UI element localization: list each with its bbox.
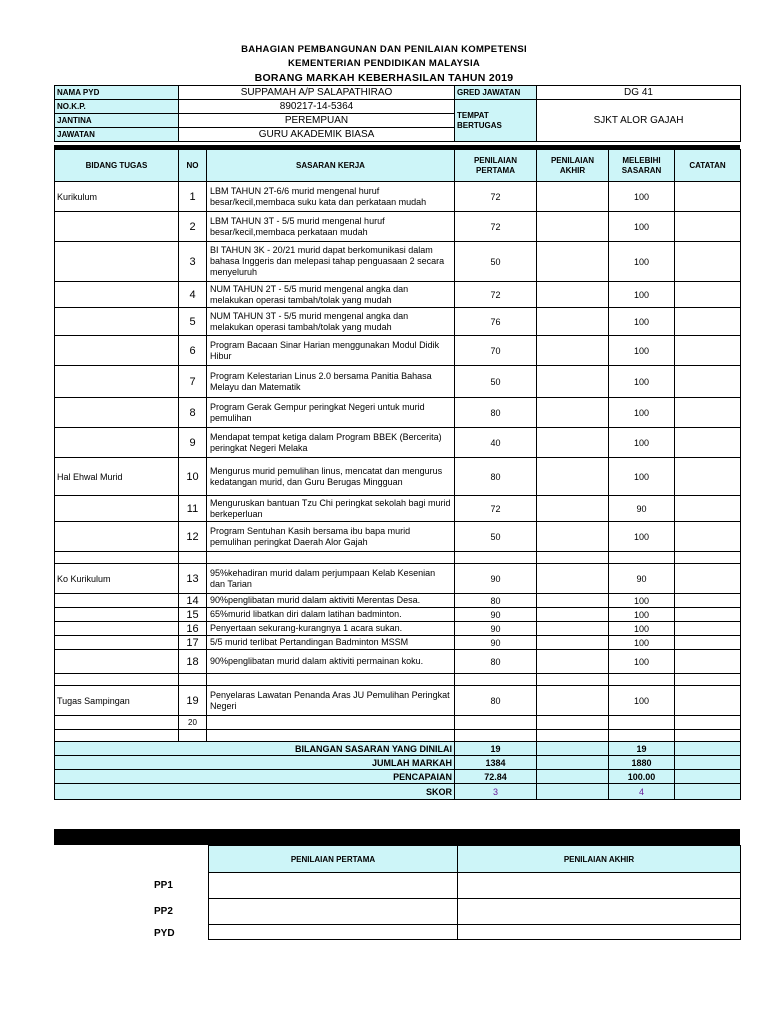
no-cell (179, 674, 207, 686)
sasaran-cell: Mendapat tempat ketiga dalam Program BBEK (Bercerita) peringkat Negeri Melaka (207, 428, 455, 458)
table-row (55, 674, 741, 686)
catatan-cell (675, 674, 741, 686)
sasaran-cell: Program Sentuhan Kasih bersama ibu bapa murid pemulihan peringkat Daerah Alor Gajah (207, 522, 455, 552)
nokp-label: NO.K.P. (55, 100, 179, 114)
bidang-cell (55, 636, 179, 650)
catatan-cell (675, 636, 741, 650)
jantina-value: PEREMPUAN (179, 114, 455, 128)
sasaran-cell (207, 552, 455, 564)
pertama-cell: 90 (455, 608, 537, 622)
akhir-cell (537, 212, 609, 242)
pertama-cell: 80 (455, 458, 537, 496)
melebihi-cell (609, 674, 675, 686)
akhir-cell (537, 650, 609, 674)
bilangan-label: BILANGAN SASARAN YANG DINILAI (55, 742, 455, 756)
sasaran-cell: 65%murid libatkan diri dalam latihan badminton. (207, 608, 455, 622)
pertama-cell: 76 (455, 308, 537, 336)
melebihi-cell: 100 (609, 428, 675, 458)
table-row (55, 650, 741, 674)
tempat-label: TEMPAT BERTUGAS (455, 100, 537, 142)
catatan-cell (675, 428, 741, 458)
bidang-cell (55, 716, 179, 730)
skor-melebihi: 4 (609, 784, 675, 800)
akhir-cell (537, 730, 609, 742)
pp1-pertama-cell[interactable] (209, 873, 458, 899)
pertama-cell: 90 (455, 636, 537, 650)
melebihi-cell: 90 (609, 496, 675, 522)
no-cell: 10 (179, 458, 207, 496)
table-row (55, 594, 741, 608)
pertama-cell: 70 (455, 336, 537, 366)
pertama-cell: 72 (455, 212, 537, 242)
pertama-cell: 50 (455, 522, 537, 552)
table-row (55, 522, 741, 552)
melebihi-cell: 100 (609, 636, 675, 650)
sasaran-cell: LBM TAHUN 3T - 5/5 murid mengenal huruf besar/kecil,membaca perkataan mudah (207, 212, 455, 242)
pertama-cell (455, 674, 537, 686)
catatan-cell (675, 242, 741, 282)
pertama-cell: 80 (455, 686, 537, 716)
melebihi-cell: 100 (609, 522, 675, 552)
catatan-cell (675, 522, 741, 552)
melebihi-cell: 100 (609, 242, 675, 282)
no-cell: 2 (179, 212, 207, 242)
akhir-cell (537, 686, 609, 716)
no-cell: 9 (179, 428, 207, 458)
divider-bar-bottom (54, 829, 740, 845)
melebihi-cell: 100 (609, 336, 675, 366)
no-cell: 16 (179, 622, 207, 636)
table-row (55, 458, 741, 496)
table-row (55, 608, 741, 622)
no-cell: 6 (179, 336, 207, 366)
akhir-cell (537, 522, 609, 552)
akhir-cell (537, 366, 609, 398)
melebihi-cell: 100 (609, 366, 675, 398)
pertama-cell: 80 (455, 650, 537, 674)
melebihi-cell: 100 (609, 622, 675, 636)
akhir-cell (537, 336, 609, 366)
bidang-cell: Hal Ehwal Murid (55, 458, 179, 496)
catatan-cell (675, 212, 741, 242)
catatan-cell (675, 564, 741, 594)
no-cell: 19 (179, 686, 207, 716)
no-cell (179, 730, 207, 742)
akhir-cell (537, 674, 609, 686)
sasaran-cell: 95%kehadiran murid dalam perjumpaan Kelab Kesenian dan Tarian (207, 564, 455, 594)
col-bidang: BIDANG TUGAS (55, 150, 179, 182)
melebihi-cell: 100 (609, 398, 675, 428)
sasaran-cell: Mengurus murid pemulihan linus, mencatat dan mengurus kedatangan murid, dan Guru Berugas Mingguan (207, 458, 455, 496)
table-row (55, 182, 741, 212)
bilangan-pertama: 19 (455, 742, 537, 756)
col-catatan: CATATAN (675, 150, 741, 182)
bidang-cell (55, 242, 179, 282)
no-cell: 13 (179, 564, 207, 594)
akhir-cell (537, 428, 609, 458)
table-row (55, 552, 741, 564)
jumlah-pertama: 1384 (455, 756, 537, 770)
col-sasaran: SASARAN KERJA (207, 150, 455, 182)
akhir-cell (537, 182, 609, 212)
pyd-akhir-cell[interactable] (458, 925, 741, 940)
bidang-cell (55, 336, 179, 366)
pyd-pertama-cell[interactable] (209, 925, 458, 940)
bidang-cell (55, 622, 179, 636)
pp2-akhir-cell[interactable] (458, 899, 741, 925)
tempat-value: SJKT ALOR GAJAH (537, 100, 741, 142)
table-row (55, 428, 741, 458)
col-melebihi: MELEBIHI SASARAN (609, 150, 675, 182)
signature-table (208, 845, 741, 940)
pp1-label: PP1 (154, 880, 173, 891)
table-row (55, 496, 741, 522)
jawatan-label: JAWATAN (55, 128, 179, 142)
bidang-cell (55, 608, 179, 622)
sign-akhir-header: PENILAIAN AKHIR (458, 846, 741, 873)
no-cell: 4 (179, 282, 207, 308)
no-cell: 17 (179, 636, 207, 650)
bidang-cell (55, 212, 179, 242)
melebihi-cell: 100 (609, 686, 675, 716)
bidang-cell (55, 730, 179, 742)
sasaran-cell: NUM TAHUN 3T - 5/5 murid mengenal angka dan melakukan operasi tambah/tolak yang mudah (207, 308, 455, 336)
no-cell: 15 (179, 608, 207, 622)
col-akhir: PENILAIAN AKHIR (537, 150, 609, 182)
pertama-cell (455, 730, 537, 742)
akhir-cell (537, 458, 609, 496)
pp1-akhir-cell[interactable] (458, 873, 741, 899)
catatan-cell (675, 608, 741, 622)
skor-label: SKOR (55, 784, 455, 800)
sasaran-cell (207, 730, 455, 742)
pertama-cell: 80 (455, 398, 537, 428)
catatan-cell (675, 458, 741, 496)
akhir-cell (537, 594, 609, 608)
table-row (55, 686, 741, 716)
melebihi-cell: 100 (609, 608, 675, 622)
bidang-cell (55, 282, 179, 308)
table-row (55, 242, 741, 282)
pertama-cell: 50 (455, 366, 537, 398)
catatan-cell (675, 366, 741, 398)
pp2-pertama-cell[interactable] (209, 899, 458, 925)
jawatan-value: GURU AKADEMIK BIASA (179, 128, 455, 142)
bidang-cell (55, 496, 179, 522)
bidang-cell: Tugas Sampingan (55, 686, 179, 716)
catatan-cell (675, 594, 741, 608)
pertama-cell (455, 552, 537, 564)
bidang-cell (55, 308, 179, 336)
catatan-cell (675, 730, 741, 742)
table-row (55, 716, 741, 730)
sasaran-cell: Program Kelestarian Linus 2.0 bersama Panitia Bahasa Melayu dan Matematik (207, 366, 455, 398)
akhir-cell (537, 716, 609, 730)
no-cell: 11 (179, 496, 207, 522)
pertama-cell: 40 (455, 428, 537, 458)
catatan-cell (675, 336, 741, 366)
bidang-cell (55, 650, 179, 674)
catatan-cell (675, 398, 741, 428)
pertama-cell: 72 (455, 182, 537, 212)
target-table (54, 149, 741, 800)
sasaran-cell: Program Gerak Gempur peringkat Negeri untuk murid pemulihan (207, 398, 455, 428)
table-row (55, 336, 741, 366)
no-cell: 12 (179, 522, 207, 552)
akhir-cell (537, 636, 609, 650)
melebihi-cell: 100 (609, 282, 675, 308)
header-line-1: BAHAGIAN PEMBANGUNAN DAN PENILAIAN KOMPETENSI (241, 44, 527, 55)
table-row (55, 622, 741, 636)
bidang-cell: Ko Kurikulum (55, 564, 179, 594)
bidang-cell (55, 552, 179, 564)
gred-value: DG 41 (537, 86, 741, 100)
pertama-cell: 80 (455, 594, 537, 608)
melebihi-cell: 100 (609, 212, 675, 242)
no-cell (179, 552, 207, 564)
jantina-label: JANTINA (55, 114, 179, 128)
catatan-cell (675, 622, 741, 636)
sasaran-cell (207, 674, 455, 686)
no-cell: 5 (179, 308, 207, 336)
col-no: NO (179, 150, 207, 182)
akhir-cell (537, 552, 609, 564)
pp2-label: PP2 (154, 906, 173, 917)
melebihi-cell (609, 730, 675, 742)
pertama-cell: 72 (455, 282, 537, 308)
no-cell: 1 (179, 182, 207, 212)
sasaran-cell: 90%penglibatan murid dalam aktiviti permainan koku. (207, 650, 455, 674)
pertama-cell: 90 (455, 622, 537, 636)
melebihi-cell (609, 552, 675, 564)
bidang-cell: Kurikulum (55, 182, 179, 212)
catatan-cell (675, 496, 741, 522)
header-line-2: KEMENTERIAN PENDIDIKAN MALAYSIA (287, 58, 481, 69)
akhir-cell (537, 242, 609, 282)
catatan-cell (675, 308, 741, 336)
no-cell: 3 (179, 242, 207, 282)
info-table (54, 85, 741, 142)
bidang-cell (55, 594, 179, 608)
no-cell: 20 (179, 716, 207, 730)
jumlah-label: JUMLAH MARKAH (55, 756, 455, 770)
akhir-cell (537, 282, 609, 308)
table-row (55, 636, 741, 650)
pertama-cell: 90 (455, 564, 537, 594)
table-row (55, 366, 741, 398)
table-row (55, 212, 741, 242)
akhir-cell (537, 398, 609, 428)
sasaran-cell: Penyelaras Lawatan Penanda Aras JU Pemulihan Peringkat Negeri (207, 686, 455, 716)
sasaran-cell: 90%penglibatan murid dalam aktiviti Merentas Desa. (207, 594, 455, 608)
no-cell: 18 (179, 650, 207, 674)
sasaran-cell: Program Bacaan Sinar Harian menggunakan Modul Didik Hibur (207, 336, 455, 366)
col-pertama: PENILAIAN PERTAMA (455, 150, 537, 182)
catatan-cell (675, 686, 741, 716)
table-row (55, 308, 741, 336)
bidang-cell (55, 398, 179, 428)
bidang-cell (55, 366, 179, 398)
melebihi-cell: 100 (609, 650, 675, 674)
pertama-cell (455, 716, 537, 730)
melebihi-cell: 100 (609, 308, 675, 336)
akhir-cell (537, 496, 609, 522)
nama-label: NAMA PYD (55, 86, 179, 100)
table-row (55, 564, 741, 594)
jumlah-melebihi: 1880 (609, 756, 675, 770)
pencapaian-label: PENCAPAIAN (55, 770, 455, 784)
no-cell: 14 (179, 594, 207, 608)
skor-pertama: 3 (455, 784, 537, 800)
pertama-cell: 50 (455, 242, 537, 282)
akhir-cell (537, 308, 609, 336)
melebihi-cell: 100 (609, 594, 675, 608)
bidang-cell (55, 674, 179, 686)
sasaran-cell: Penyertaan sekurang-kurangnya 1 acara sukan. (207, 622, 455, 636)
no-cell: 8 (179, 398, 207, 428)
form-title: BORANG MARKAH KEBERHASILAN TAHUN 2019 (254, 72, 514, 84)
akhir-cell (537, 608, 609, 622)
melebihi-cell: 100 (609, 458, 675, 496)
sasaran-cell: NUM TAHUN 2T - 5/5 murid mengenal angka dan melakukan operasi tambah/tolak yang mudah (207, 282, 455, 308)
catatan-cell (675, 650, 741, 674)
table-row (55, 398, 741, 428)
no-cell: 7 (179, 366, 207, 398)
catatan-cell (675, 282, 741, 308)
melebihi-cell: 100 (609, 182, 675, 212)
table-row (55, 730, 741, 742)
bilangan-melebihi: 19 (609, 742, 675, 756)
pyd-label: PYD (154, 928, 175, 939)
catatan-cell (675, 182, 741, 212)
gred-label: GRED JAWATAN (455, 86, 537, 100)
catatan-cell (675, 716, 741, 730)
melebihi-cell: 90 (609, 564, 675, 594)
sasaran-cell: BI TAHUN 3K - 20/21 murid dapat berkomunikasi dalam bahasa Inggeris dan melepasi tahap penguasaan 2 secara menyeluruh (207, 242, 455, 282)
pertama-cell: 72 (455, 496, 537, 522)
bidang-cell (55, 522, 179, 552)
nokp-value: 890217-14-5364 (179, 100, 455, 114)
sasaran-cell: LBM TAHUN 2T-6/6 murid mengenal huruf besar/kecil,membaca suku kata dan perkataan mudah (207, 182, 455, 212)
table-row (55, 282, 741, 308)
sign-pertama-header: PENILAIAN PERTAMA (209, 846, 458, 873)
sasaran-cell: 5/5 murid terlibat Pertandingan Badminton MSSM (207, 636, 455, 650)
bidang-cell (55, 428, 179, 458)
pencapaian-melebihi: 100.00 (609, 770, 675, 784)
catatan-cell (675, 552, 741, 564)
sasaran-cell: Menguruskan bantuan Tzu Chi peringkat sekolah bagi murid berkeperluan (207, 496, 455, 522)
akhir-cell (537, 564, 609, 594)
nama-value: SUPPAMAH A/P SALAPATHIRAO (179, 86, 455, 100)
sasaran-cell (207, 716, 455, 730)
pencapaian-pertama: 72.84 (455, 770, 537, 784)
akhir-cell (537, 622, 609, 636)
melebihi-cell (609, 716, 675, 730)
